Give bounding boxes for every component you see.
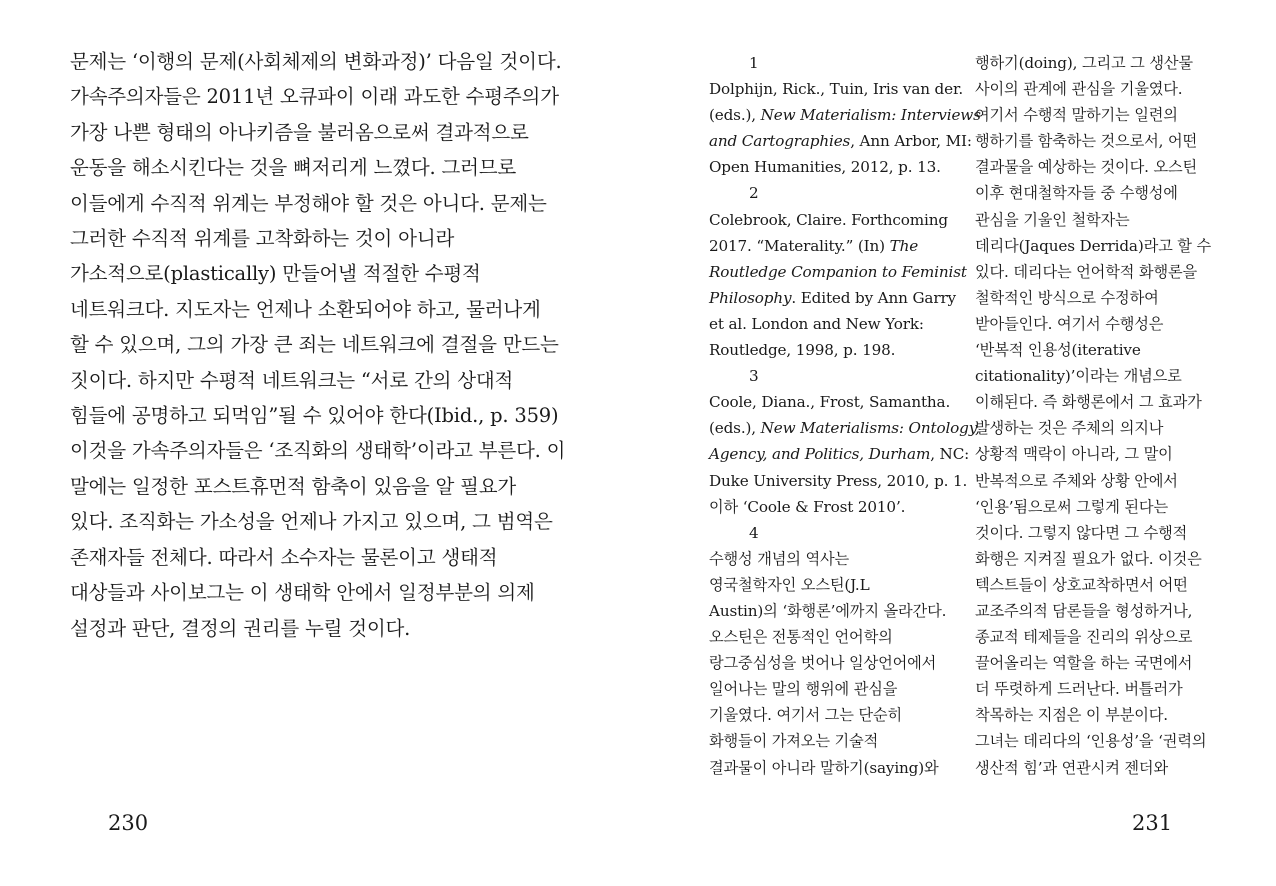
note-line: 이하 ‘Coole & Frost 2010’. — [709, 497, 906, 516]
note-line: Dolphijn, Rick., Tuin, Iris van der. — [709, 80, 964, 99]
note-title: Agency, and Politics, Durham — [709, 445, 931, 464]
note-line: 관심을 기울인 철학자는 — [975, 210, 1130, 229]
text-line: 가소적으로(plastically) 만들어낼 적절한 수평적 — [70, 262, 481, 286]
note-line: Austin)의 ‘화행론’에까지 올라간다. — [709, 601, 947, 620]
page-number: 230 — [108, 811, 149, 835]
text-line: 이들에게 수직적 위계는 부정해야 할 것은 아니다. 문제는 — [70, 191, 547, 215]
note-text: . Edited by Ann Garry — [791, 288, 956, 307]
note-line: 여기서 수행적 말하기는 일련의 — [975, 106, 1178, 125]
note-line: 생산적 힘’과 연관시켜 젠더와 — [975, 758, 1168, 777]
text-line: 운동을 해소시킨다는 것을 뼈저리게 느꼈다. 그러므로 — [70, 156, 517, 180]
note-line — [709, 415, 980, 441]
text-line: 할 수 있으며, 그의 가장 큰 죄는 네트워크에 결절을 만드는 — [70, 333, 559, 357]
note-line — [709, 233, 967, 259]
note-line: 영국철학자인 오스틴(J.L — [709, 575, 870, 594]
text-line: 존재자들 전체다. 따라서 소수자는 물론이고 생태적 — [70, 545, 498, 569]
note-line: 이해된다. 즉 화행론에서 그 효과가 — [975, 393, 1202, 412]
endnotes-column-2 — [975, 50, 1233, 781]
note-line: 상황적 맥락이 아니라, 그 말이 — [975, 445, 1173, 464]
text-line: 짓이다. 하지만 수평적 네트워크는 “서로 간의 상대적 — [70, 368, 514, 392]
note-line: 발생하는 것은 주체의 의지나 — [975, 419, 1164, 438]
note-line: Colebrook, Claire. Forthcoming — [709, 210, 948, 229]
note-title: Routledge Companion to Feminist — [709, 262, 967, 281]
note-line: 화행들이 가져오는 기술적 — [709, 732, 879, 751]
endnotes-column-1 — [709, 50, 981, 781]
note-line: ‘인용’됨으로써 그렇게 된다는 — [975, 497, 1168, 516]
text-line: 네트워크다. 지도자는 언제나 소환되어야 하고, 물러나게 — [70, 297, 541, 321]
body-text — [70, 44, 590, 646]
note-line: Duke University Press, 2010, p. 1. — [709, 471, 968, 490]
text-line: 있다. 조직화는 가소성을 언제나 가지고 있으며, 그 범역은 — [70, 510, 553, 534]
note-line: 오스틴은 전통적인 언어학의 — [709, 628, 893, 647]
note-line: Routledge, 1998, p. 198. — [709, 341, 896, 360]
note-line: 행하기(doing), 그리고 그 생산물 — [975, 54, 1193, 72]
note-line: Open Humanities, 2012, p. 13. — [709, 158, 941, 177]
note-line: 사이의 관계에 관심을 기울였다. — [975, 80, 1183, 99]
note-title: New Materialism: Interviews — [760, 106, 981, 125]
note-number: 1 — [749, 54, 759, 72]
note-title: and Cartographies — [709, 132, 851, 151]
text-line: 그러한 수직적 위계를 고착화하는 것이 아니라 — [70, 227, 455, 251]
note-text: , Ann Arbor, MI: — [850, 132, 972, 151]
note-title: New Materialisms: Ontology, — [760, 419, 980, 438]
note-line: 교조주의적 담론들을 형성하거나, — [975, 601, 1193, 620]
text-line: 이것을 가속주의자들은 ‘조직화의 생태학’이라고 부른다. 이 — [70, 439, 566, 463]
note-line: 이후 현대철학자들 중 수행성에 — [975, 184, 1178, 203]
note-line: 반복적으로 주체와 상황 안에서 — [975, 471, 1178, 490]
note-line: citationality)’이라는 개념으로 — [975, 367, 1182, 386]
note-line: Coole, Diana., Frost, Samantha. — [709, 393, 951, 412]
page-number: 231 — [1132, 811, 1173, 835]
note-line: 끌어올리는 역할을 하는 국면에서 — [975, 654, 1193, 673]
note-line: 텍스트들이 상호교착하면서 어떤 — [975, 575, 1188, 594]
note-line: 철학적인 방식으로 수정하여 — [975, 288, 1159, 307]
note-line: 더 뚜렷하게 드러난다. 버틀러가 — [975, 680, 1183, 699]
note-line — [709, 441, 970, 467]
note-line: 착목하는 지점은 이 부분이다. — [975, 706, 1168, 725]
note-text: 2017. “Materality.” (In) — [709, 236, 890, 255]
note-line: 있다. 데리다는 언어학적 화행론을 — [975, 262, 1198, 281]
note-text: (eds.), — [709, 106, 761, 125]
note-line: 행하기를 함축하는 것으로서, 어떤 — [975, 132, 1198, 151]
note-number: 4 — [749, 523, 759, 542]
note-line: 화행은 지켜질 필요가 없다. 이것은 — [975, 549, 1202, 568]
note-line: et al. London and New York: — [709, 314, 924, 333]
note-line: 결과물이 아니라 말하기(saying)와 — [709, 758, 939, 777]
note-number: 2 — [749, 184, 759, 203]
text-line: 가장 나쁜 형태의 아나키즘을 불러옴으로써 결과적으로 — [70, 120, 529, 144]
text-line: 가속주의자들은 2011년 오큐파이 이래 과도한 수평주의가 — [70, 85, 559, 109]
text-line: 말에는 일정한 포스트휴먼적 함축이 있음을 알 필요가 — [70, 474, 517, 498]
note-line: 그녀는 데리다의 ‘인용성’을 ‘권력의 — [975, 732, 1207, 751]
note-text: (eds.), — [709, 419, 761, 438]
right-page — [638, 0, 1276, 886]
note-number: 3 — [749, 367, 759, 386]
note-line — [709, 285, 967, 311]
note-line: 것이다. 그렇지 않다면 그 수행적 — [975, 523, 1188, 542]
note-line: 수행성 개념의 역사는 — [709, 549, 850, 568]
text-line: 대상들과 사이보그는 이 생태학 안에서 일정부분의 의제 — [70, 581, 535, 605]
note-line: 랑그중심성을 벗어나 일상언어에서 — [709, 654, 937, 673]
note-line — [709, 259, 967, 285]
note-line: 결과물을 예상하는 것이다. 오스틴 — [975, 158, 1198, 177]
note-text: , NC: — [930, 445, 970, 464]
note-line: ‘반복적 인용성(iterative — [975, 341, 1141, 360]
note-line: 종교적 테제들을 진리의 위상으로 — [975, 628, 1193, 647]
text-line: 설정과 판단, 결정의 권리를 누릴 것이다. — [70, 616, 411, 640]
note-title: The — [889, 236, 919, 255]
text-line: 힘들에 공명하고 되먹임”될 수 있어야 한다(Ibid., p. 359) — [70, 404, 559, 428]
note-line: 일어나는 말의 행위에 관심을 — [709, 680, 898, 699]
text-line: 문제는 ‘이행의 문제(사회체제의 변화과정)’ 다음일 것이다. — [70, 50, 562, 73]
note-line: 데리다(Jaques Derrida)라고 할 수 — [975, 236, 1212, 255]
note-line — [709, 128, 972, 154]
note-line: 받아들인다. 여기서 수행성은 — [975, 314, 1164, 333]
note-title: Philosophy — [709, 288, 792, 307]
note-line: 기울였다. 여기서 그는 단순히 — [709, 706, 902, 725]
note-line — [709, 102, 981, 128]
